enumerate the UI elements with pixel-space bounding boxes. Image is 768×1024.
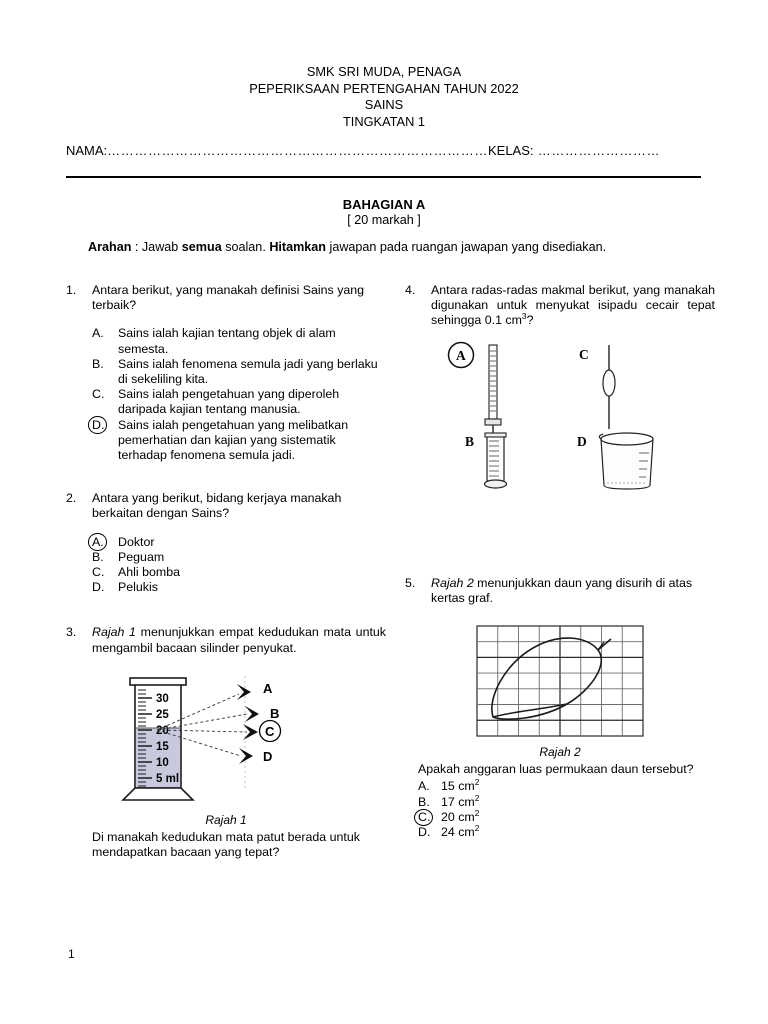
rajah-1-caption: Rajah 1 (205, 812, 247, 827)
instruction-bold-hitamkan: Hitamkan (269, 240, 327, 254)
option-5a[interactable] (418, 779, 715, 794)
apparatus-label-a: A (456, 347, 466, 363)
option-5b-letter: B. (418, 794, 430, 809)
cyl-label-15: 15 (156, 740, 169, 753)
option-2b-text: Peguam (118, 549, 165, 564)
instruction-line (88, 240, 708, 254)
rajah-1-figure (66, 670, 386, 810)
instruction-part-1: : Jawab (131, 240, 182, 254)
question-4 (405, 283, 715, 492)
class-blank-line[interactable]: ……………………… (533, 143, 661, 158)
question-2-text: Antara yang berikut, bidang kerjaya manakah berkaitan dengan Sains? (92, 491, 342, 521)
question-3-figure-ref: Rajah 1 (92, 625, 136, 640)
question-4-text (431, 283, 715, 329)
question-5-options (405, 779, 715, 840)
option-1a[interactable] (92, 326, 386, 356)
spacer (66, 595, 386, 625)
left-column (66, 283, 386, 860)
apparatus-label-b: B (465, 433, 475, 449)
class-label: KELAS: (487, 143, 534, 158)
question-5-number: 5. (405, 575, 416, 590)
question-2-options (66, 535, 386, 596)
option-1c[interactable] (92, 387, 386, 417)
eye-label-b: B (270, 705, 280, 721)
question-3-followup: Di manakah kedudukan mata patut berada untuk mendapatkan bacaan yang tepat? (92, 830, 360, 860)
cyl-label-5ml: 5 ml (156, 772, 180, 785)
option-2d-letter: D. (92, 580, 105, 595)
option-1d-letter-circled: D. (92, 418, 118, 464)
cyl-label-20: 20 (156, 724, 169, 737)
form-level: TINGKATAN 1 (342, 113, 425, 129)
option-5a-letter: A. (418, 779, 430, 794)
question-4-apparatus-figure (405, 337, 715, 492)
question-1-options (66, 326, 386, 463)
name-blank-line[interactable]: ………………………………………………………………………… (107, 143, 488, 158)
right-column (405, 283, 715, 840)
eye-icon-d (239, 748, 253, 764)
eye-icon-a (237, 684, 251, 700)
option-5b-value: 17 cm (441, 794, 475, 809)
exam-name: PEPERIKSAAN PERTENGAHAN TAHUN 2022 (249, 80, 519, 96)
eye-position-markers (237, 684, 259, 764)
instruction-part-2: soalan. (221, 240, 270, 254)
option-1b-text: Sains ialah fenomena semula jadi yang berlaku di sekeliling kita. (118, 356, 378, 387)
eye-label-d: D (263, 748, 273, 764)
option-2d[interactable] (92, 580, 386, 595)
option-5c-letter-circled: C. (418, 810, 441, 825)
option-5d-letter: D. (418, 825, 431, 840)
question-4-number: 4. (405, 283, 416, 297)
option-1d-text: Sains ialah pengetahuan yang melibatkan pemerhatian dan kajian yang sistematik terhadap fenomena semula jadi. (118, 417, 349, 463)
question-3-number: 3. (66, 625, 77, 640)
apparatus-diagram (441, 337, 681, 492)
eye-label-a: A (263, 680, 273, 696)
question-5 (405, 576, 715, 841)
option-1a-letter: A. (92, 326, 104, 341)
question-1 (66, 283, 386, 463)
question-4-superscript: 3 (521, 311, 527, 322)
question-2 (66, 491, 386, 595)
instruction-part-3: jawapan pada ruangan jawapan yang disediakan. (326, 240, 607, 254)
question-2-number: 2. (66, 491, 77, 506)
question-5-text (431, 576, 715, 606)
option-5c[interactable] (418, 807, 715, 825)
burette-icon (485, 345, 501, 439)
option-5b-sup: 2 (474, 792, 480, 803)
option-5d[interactable] (418, 822, 715, 840)
question-5-followup: Apakah anggaran luas permukaan daun tersebut? (418, 762, 694, 777)
rajah-2-caption: Rajah 2 (539, 745, 581, 760)
beaker-icon (599, 433, 653, 489)
section-title: BAHAGIAN A (342, 197, 426, 212)
option-5b[interactable] (418, 792, 715, 810)
option-5a-value: 15 cm (441, 779, 475, 794)
option-2c-letter: C. (92, 565, 105, 580)
apparatus-label-c: C (579, 346, 589, 362)
option-1b[interactable] (92, 357, 386, 387)
measuring-cylinder-icon (485, 433, 507, 488)
option-1b-letter: B. (92, 356, 104, 371)
eye-label-c: C (265, 723, 275, 739)
question-1-text: Antara berikut, yang manakah definisi Sains yang terbaik? (92, 283, 365, 313)
question-3 (66, 625, 386, 860)
apparatus-label-d: D (577, 433, 587, 449)
header-divider-rule (66, 176, 701, 178)
option-5b-text (441, 792, 715, 810)
subject-name: SAINS (364, 97, 404, 112)
option-2c-text: Ahli bomba (118, 565, 180, 580)
section-marks: [ 20 markah ] (347, 213, 421, 227)
question-3-text-rest: menunjukkan empat kedudukan mata untuk mengambil bacaan silinder penyukat. (92, 625, 386, 655)
school-name: SMK SRI MUDA, PENAGA (306, 64, 462, 79)
option-5c-value: 20 cm (441, 809, 475, 824)
cyl-label-10: 10 (156, 756, 169, 769)
option-2a-letter-circled: A. (92, 535, 118, 550)
cyl-label-25: 25 (156, 708, 169, 721)
spacer (66, 463, 386, 491)
option-2b[interactable] (92, 550, 386, 565)
spacer (405, 492, 715, 576)
question-4-text-post: ? (526, 313, 534, 328)
question-1-number: 1. (66, 283, 77, 297)
option-2a[interactable] (92, 535, 386, 550)
option-2d-text: Pelukis (118, 580, 158, 595)
option-5c-sup: 2 (474, 807, 480, 818)
name-class-field-row (66, 143, 702, 158)
option-2c[interactable] (92, 565, 386, 580)
question-5-figure-ref: Rajah 2 (431, 575, 474, 590)
instruction-bold-semua: semua (181, 240, 222, 254)
option-5d-sup: 2 (474, 822, 480, 833)
measuring-cylinder-diagram (111, 670, 341, 810)
instruction-label: Arahan (88, 240, 132, 254)
question-3-text (92, 625, 386, 655)
option-2a-text: Doktor (118, 534, 155, 549)
document-header (0, 64, 768, 130)
eye-icon-b (245, 706, 259, 722)
option-5a-text (441, 779, 715, 794)
option-1c-text: Sains ialah pengetahuan yang diperoleh daripada kajian tentang manusia. (118, 387, 340, 417)
option-5d-text (441, 822, 715, 840)
question-4-text-pre: Antara radas-radas makmal berikut, yang manakah digunakan untuk menyukat isipadu cecair tepat sehingga 0.1 cm (431, 283, 715, 328)
cyl-label-30: 30 (156, 692, 169, 705)
option-1d[interactable] (92, 418, 386, 464)
rajah-2-figure (405, 620, 715, 742)
option-1c-letter: C. (92, 387, 105, 402)
question-5-text-rest: menunjukkan daun yang disurih di atas kertas graf. (431, 575, 693, 605)
name-label: NAMA: (66, 143, 108, 158)
option-2b-letter: B. (92, 549, 104, 564)
option-1a-text: Sains ialah kajian tentang objek di alam semesta. (118, 326, 336, 356)
option-5c-text (441, 807, 715, 825)
option-5d-value: 24 cm (441, 825, 475, 840)
page-number: 1 (68, 947, 75, 961)
pipette-icon (603, 345, 615, 429)
leaf-on-graph-paper-diagram (471, 620, 649, 742)
option-5a-sup: 2 (474, 777, 480, 788)
